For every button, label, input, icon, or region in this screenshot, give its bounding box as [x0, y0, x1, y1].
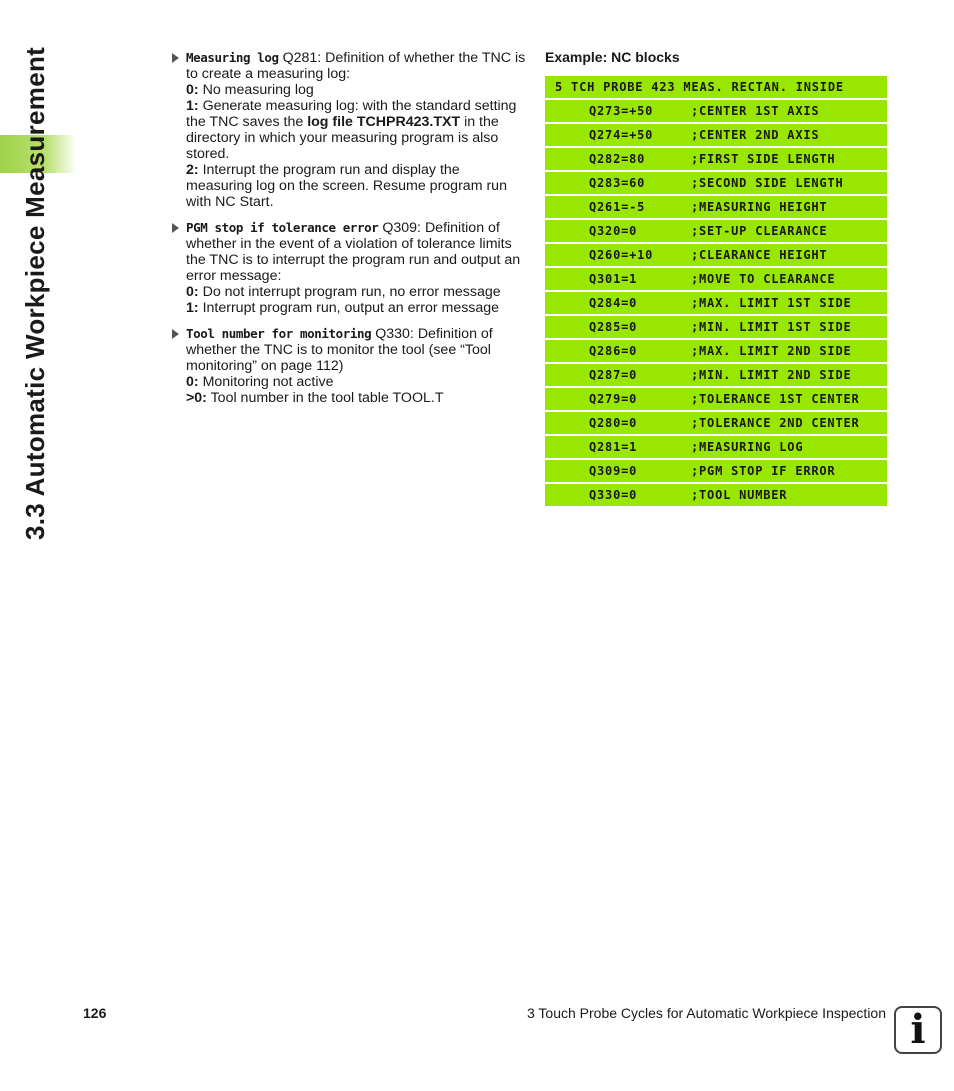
nc-row: [545, 244, 887, 266]
nc-param: Q260=+10: [589, 248, 654, 262]
nc-row: [545, 100, 887, 122]
arrow-icon: [172, 223, 179, 233]
param-tool-number: [172, 326, 527, 406]
nc-comment: ;TOOL NUMBER: [691, 488, 788, 502]
option-2: 2: Interrupt the program run and display the measuring log on the screen. Resume program run with NC Start.: [186, 162, 507, 210]
nc-comment: ;MAX. LIMIT 1ST SIDE: [691, 296, 852, 310]
nc-param: Q282=80: [589, 152, 646, 166]
nc-comment: ;PGM STOP IF ERROR: [691, 464, 836, 478]
nc-param: Q280=0: [589, 416, 638, 430]
nc-row: [545, 292, 887, 314]
param-intro: Q330: Definition of whether the TNC is to monitor the tool (see “Tool monitoring” on page 112): [186, 326, 493, 374]
param-pgm-stop: [172, 220, 527, 316]
nc-param: Q286=0: [589, 344, 638, 358]
page-number: 126: [83, 1005, 107, 1021]
nc-row: [545, 412, 887, 434]
arrow-icon: [172, 53, 179, 63]
nc-row: [545, 460, 887, 482]
nc-comment: ;CENTER 1ST AXIS: [691, 104, 820, 118]
parameter-list: [172, 50, 527, 416]
param-code: Measuring log: [186, 50, 279, 65]
nc-param: Q284=0: [589, 296, 638, 310]
nc-comment: ;MEASURING HEIGHT: [691, 200, 828, 214]
nc-param: Q285=0: [589, 320, 638, 334]
nc-param: Q330=0: [589, 488, 638, 502]
nc-row: [545, 124, 887, 146]
nc-comment: ;TOLERANCE 1ST CENTER: [691, 392, 860, 406]
nc-param: Q273=+50: [589, 104, 654, 118]
nc-param: Q287=0: [589, 368, 638, 382]
nc-comment: ;MEASURING LOG: [691, 440, 804, 454]
nc-comment: ;CENTER 2ND AXIS: [691, 128, 820, 142]
nc-row: [545, 436, 887, 458]
nc-comment: ;MOVE TO CLEARANCE: [691, 272, 836, 286]
param-code: Tool number for monitoring: [186, 326, 372, 341]
nc-param: Q281=1: [589, 440, 638, 454]
nc-param: Q320=0: [589, 224, 638, 238]
info-glyph: i: [910, 1006, 926, 1053]
nc-comment: ;MIN. LIMIT 2ND SIDE: [691, 368, 852, 382]
nc-param: Q274=+50: [589, 128, 654, 142]
param-intro: Q281: Definition of whether the TNC is to create a measuring log:: [186, 50, 526, 82]
nc-row: [545, 172, 887, 194]
nc-row: [545, 316, 887, 338]
nc-program-block: [545, 76, 887, 508]
option-0: 0: Do not interrupt program run, no error message: [186, 284, 501, 300]
nc-header-row: 5 TCH PROBE 423 MEAS. RECTAN. INSIDE: [545, 76, 887, 98]
nc-comment: ;MAX. LIMIT 2ND SIDE: [691, 344, 852, 358]
nc-param: Q279=0: [589, 392, 638, 406]
nc-comment: ;SET-UP CLEARANCE: [691, 224, 828, 238]
option-0: 0: Monitoring not active: [186, 374, 334, 390]
nc-row: [545, 388, 887, 410]
nc-row: [545, 268, 887, 290]
nc-comment: ;MIN. LIMIT 1ST SIDE: [691, 320, 852, 334]
nc-row: [545, 340, 887, 362]
section-title: 3.3 Automatic Workpiece Measurement: [20, 46, 50, 540]
nc-comment: ;CLEARANCE HEIGHT: [691, 248, 828, 262]
param-code: PGM stop if tolerance error: [186, 220, 379, 235]
param-intro: Q309: Definition of whether in the event of a violation of tolerance limits the TNC is to interrupt the program run and output an error message:: [186, 220, 521, 284]
chapter-footer: 3 Touch Probe Cycles for Automatic Workpiece Inspection: [527, 1005, 886, 1021]
nc-row: [545, 196, 887, 218]
nc-comment: ;SECOND SIDE LENGTH: [691, 176, 844, 190]
nc-param: Q301=1: [589, 272, 638, 286]
nc-comment: ;FIRST SIDE LENGTH: [691, 152, 836, 166]
example-title: Example: NC blocks: [545, 49, 680, 65]
nc-param: Q283=60: [589, 176, 646, 190]
option-1: >0: Tool number in the tool table TOOL.T: [186, 390, 444, 406]
nc-row: [545, 220, 887, 242]
nc-row: [545, 364, 887, 386]
nc-row: [545, 484, 887, 506]
option-1: 1: Interrupt program run, output an error message: [186, 300, 500, 316]
nc-comment: ;TOLERANCE 2ND CENTER: [691, 416, 860, 430]
option-0: 0: No measuring log: [186, 82, 314, 98]
option-1: 1: Generate measuring log: with the standard setting the TNC saves the log file TCHPR423.TXT in the directory in which your measuring program is also stored.: [186, 98, 517, 162]
arrow-icon: [172, 329, 179, 339]
nc-row: [545, 148, 887, 170]
param-measuring-log: [172, 50, 527, 210]
nc-param: Q261=-5: [589, 200, 646, 214]
nc-param: Q309=0: [589, 464, 638, 478]
info-icon: [894, 1006, 942, 1054]
